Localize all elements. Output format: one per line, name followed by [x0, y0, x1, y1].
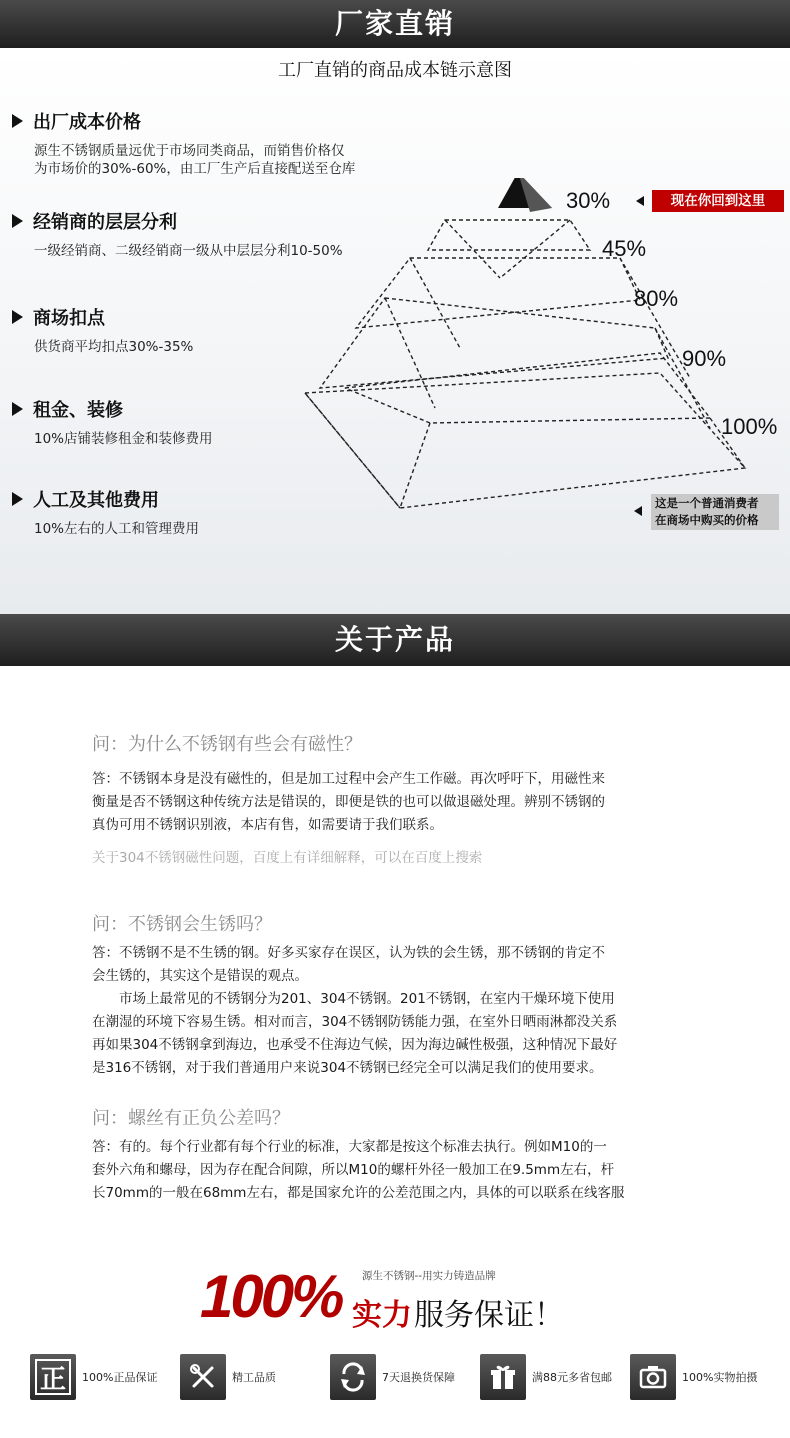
cost-item-title: 经销商的层层分利 [33, 212, 177, 233]
qa-question: 问：为什么不锈钢有些会有磁性？ [92, 734, 362, 755]
qa-answer-line: 衡量是否不锈钢这种传统方法是错误的，即便是铁的也可以做退磁处理。辨别不锈钢的 [92, 794, 605, 810]
badge-shipping [480, 1354, 612, 1400]
qa-item-tolerance [92, 1104, 732, 1205]
qa-answer-line: 答：有的。每个行业都有每个行业的标准，大家都是按这个标准去执行。例如M10的一 [92, 1139, 607, 1155]
arrow-right-icon [12, 214, 23, 228]
pyramid-edge [445, 220, 500, 278]
pyramid-edge [400, 423, 430, 508]
qa-answer-line: 会生锈的，其实这个是错误的观点。 [92, 968, 308, 984]
qa-answer-line: 套外六角和螺母，因为存在配合间隙，所以M10的螺杆外径一般加工在9.5mm左右，杆 [92, 1162, 615, 1178]
slogan-100-percent: 100% [200, 1263, 342, 1330]
qa-answer-line: 市场上最常见的不锈钢分为201、304不锈钢。201不锈钢，在室内干燥环境下使用 [92, 991, 615, 1007]
arrow-right-icon [12, 492, 23, 506]
cost-item-title: 租金、装修 [33, 400, 123, 421]
header-banner-factory-direct: 厂家直销 [0, 0, 790, 48]
arrow-right-icon [12, 402, 23, 416]
qa-answer-line: 是316不锈钢，对于我们普通用户来说304不锈钢已经完全可以满足我们的使用要求。 [92, 1060, 603, 1076]
percent-label-80: 80% [634, 286, 679, 311]
pyramid-edge [385, 298, 435, 408]
pyramid-level-80 [356, 258, 640, 328]
qa-answer-line: 答：不锈钢本身是没有磁性的，但是加工过程中会产生工作磁。再次呼吁下，用磁性来 [92, 771, 605, 787]
cost-item-desc: 源生不锈钢质量远优于市场同类商品，而销售价格仅 [34, 143, 345, 159]
badge-label: 7天退换货保障 [382, 1371, 455, 1384]
pyramid-level-45 [428, 220, 590, 250]
badge-genuine [30, 1354, 157, 1400]
qa-question: 问：螺丝有正负公差吗？ [92, 1108, 290, 1129]
cost-item-desc: 10%左右的人工和管理费用 [34, 521, 200, 537]
arrow-right-icon [12, 310, 23, 324]
genuine-icon [30, 1354, 76, 1400]
badge-real-photo [630, 1354, 757, 1400]
qa-answer-line: 答：不锈钢不是不生锈的钢。好多买家存在误区，认为铁的会生锈，那不锈钢的肯定不 [92, 945, 605, 961]
cost-item-desc: 为市场价的30%-60%，由工厂生产后直接配送至仓库 [34, 161, 356, 177]
badge-return [330, 1354, 455, 1400]
badge-label: 精工品质 [232, 1371, 276, 1384]
badge-label: 100%实物拍摄 [682, 1371, 758, 1384]
pointer-left-icon [636, 196, 644, 206]
qa-answer-line: 在潮湿的环境下容易生锈。相对而言，304不锈钢防锈能力强，在室外日晒雨淋都没关系 [92, 1014, 618, 1030]
consumer-price-line: 这是一个普通消费者 [655, 496, 759, 510]
consumer-price-line: 在商场中购买的价格 [655, 513, 759, 527]
badge-label: 满88元多省包邮 [532, 1371, 612, 1384]
pyramid-base [305, 373, 745, 508]
slogan-subtext: 源生不锈钢--用实力铸造品牌 [362, 1270, 496, 1282]
header-banner-about-product: 关于产品 [0, 614, 790, 666]
exchange-icon [330, 1354, 376, 1400]
cost-item-factory [12, 108, 452, 178]
cost-item-desc: 供货商平均扣点30%-35% [34, 339, 194, 355]
cost-item-title: 出厂成本价格 [33, 112, 141, 133]
gift-icon [480, 1354, 526, 1400]
pyramid-edge [655, 328, 710, 428]
cost-chain-section [0, 48, 790, 614]
slogan-strength: 实力 [352, 1298, 412, 1333]
qa-answer-line: 真伪可用不锈钢识别液，本店有售，如需要请于我们联系。 [92, 817, 443, 833]
cost-chain-subtitle: 工厂直销的商品成本链示意图 [278, 60, 512, 81]
pyramid-edge [620, 258, 690, 378]
consumer-price-tag [651, 494, 779, 530]
qa-question: 问：不锈钢会生锈吗？ [92, 914, 272, 935]
service-guarantee-slogan [200, 1262, 620, 1332]
badge-label: 100%正品保证 [82, 1371, 158, 1384]
camera-icon [630, 1354, 676, 1400]
qa-answer-line: 长70mm的一般在68mm左右，都是国家允许的公差范围之内，具体的可以联系在线客服 [92, 1185, 625, 1201]
percent-label-30: 30% [566, 188, 611, 213]
cost-item-desc: 一级经销商、二级经销商一级从中层层分利10-50% [34, 243, 343, 259]
percent-label-45: 45% [602, 236, 647, 261]
qa-note: 关于304不锈钢磁性问题，百度上有详细解释，可以在百度上搜索 [92, 850, 483, 866]
pointer-left-icon [634, 506, 642, 516]
qa-item-magnetism [92, 730, 732, 870]
cost-item-title: 人工及其他费用 [33, 490, 159, 511]
qa-answer-line: 再如果304不锈钢拿到海边，也承受不住海边气候，因为海边碱性极强，这种情况下最好 [92, 1037, 618, 1053]
badge-quality [180, 1354, 276, 1400]
qa-item-rust [92, 910, 732, 1080]
current-position-tag: 现在你回到这里 [652, 190, 784, 212]
percent-label-100: 100% [721, 414, 778, 439]
arrow-right-icon [12, 114, 23, 128]
cost-item-title: 商场扣点 [33, 308, 105, 329]
percent-label-90: 90% [682, 346, 727, 371]
tools-icon [180, 1354, 226, 1400]
cost-item-desc: 10%店铺装修租金和装修费用 [34, 431, 213, 447]
genuine-icon-glyph: 正 [35, 1359, 71, 1395]
pyramid-edge [500, 220, 570, 278]
slogan-service: 服务保证！ [414, 1298, 564, 1333]
pyramid-level-90 [320, 298, 668, 388]
